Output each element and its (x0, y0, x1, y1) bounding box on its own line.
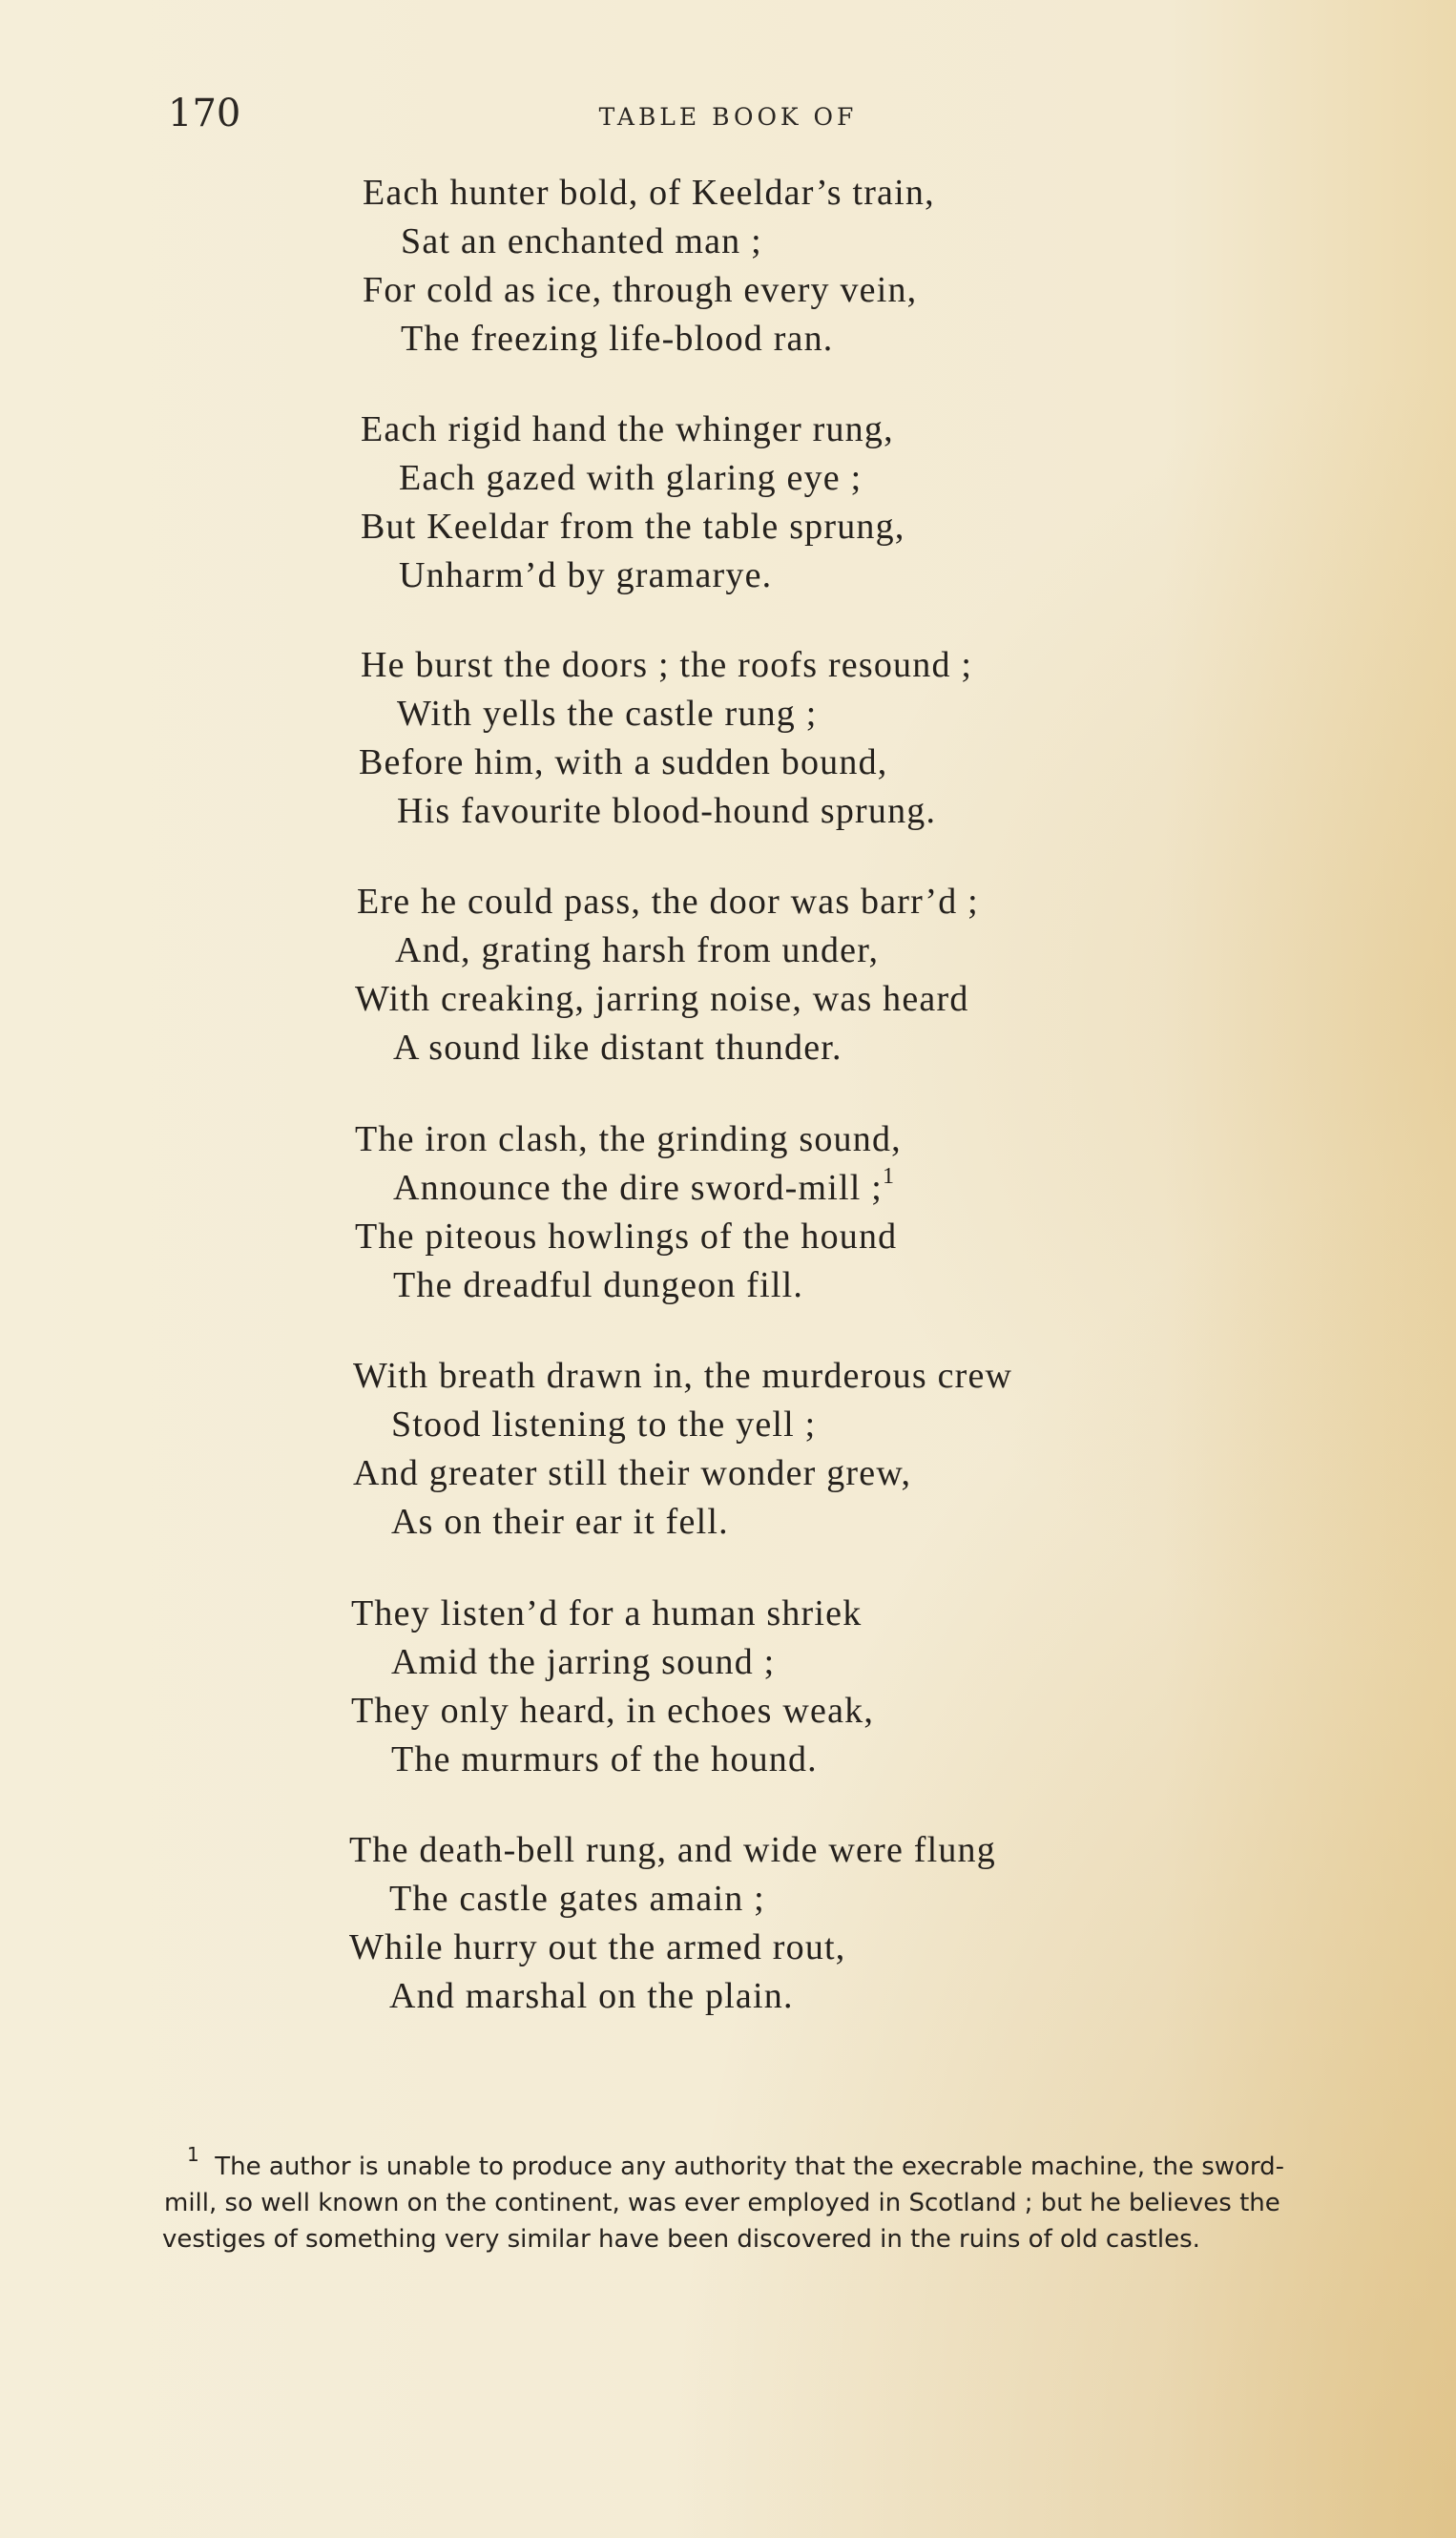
poem-line: He burst the doors ; the roofs resound ; (361, 645, 973, 685)
poem-line: Each gazed with glaring eye ; (399, 458, 863, 498)
poem-line: Each rigid hand the whinger rung, (361, 409, 894, 449)
poem-line: The murmurs of the hound. (391, 1739, 818, 1779)
poem-line: For cold as ice, through every vein, (363, 270, 918, 310)
page-number: 170 (168, 92, 241, 135)
poem-line (393, 1164, 896, 1209)
footnote-line: mill, so well known on the continent, was ever employed in Scotland ; but he believes the (164, 2189, 1280, 2217)
poem-line: And marshal on the plain. (389, 1976, 794, 2016)
poem-line: With yells the castle rung ; (397, 694, 818, 734)
poem-line: The castle gates amain ; (389, 1879, 765, 1919)
poem-line: And greater still their wonder grew, (353, 1453, 912, 1493)
footnote-reference[interactable]: 1 (883, 1164, 896, 1189)
footnote (162, 2143, 1361, 2257)
poem-line: The death-bell rung, and wide were flung (349, 1830, 996, 1870)
poem-line: With breath drawn in, the murderous crew (353, 1356, 1013, 1396)
footnote-line: vestiges of something very similar have been discovered in the ruins of old castles. (162, 2225, 1200, 2254)
poem-line: As on their ear it fell. (391, 1502, 729, 1542)
poem-line-text: Announce the dire sword-mill ; (393, 1168, 884, 1208)
poem-line: And, grating harsh from under, (395, 930, 880, 970)
poem-line: While hurry out the armed rout, (349, 1927, 846, 1967)
page-header (0, 92, 1456, 139)
poem-line: Ere he could pass, the door was barr’d ; (357, 882, 979, 922)
poem-line: The piteous howlings of the hound (355, 1217, 898, 1257)
poem-line: Each hunter bold, of Keeldar’s train, (363, 173, 935, 213)
footnote-text: The author is unable to produce any authority that the execrable machine, the sword- (215, 2153, 1285, 2181)
poem-line: A sound like distant thunder. (393, 1028, 842, 1068)
poem-line: The freezing life-blood ran. (401, 319, 834, 359)
poem-line: They listen’d for a human shriek (351, 1593, 863, 1633)
poem-line: But Keeldar from the table sprung, (361, 507, 905, 547)
poem-line: They only heard, in echoes weak, (351, 1691, 875, 1731)
footnote-line (187, 2143, 1361, 2185)
running-head: TABLE BOOK OF (598, 103, 858, 131)
footnote-marker: 1 (187, 2143, 199, 2166)
poem-line: Sat an enchanted man ; (401, 221, 762, 261)
poem-line: Before him, with a sudden bound, (359, 742, 888, 782)
poem-line: The iron clash, the grinding sound, (355, 1119, 902, 1159)
poem-line: The dreadful dungeon fill. (393, 1265, 804, 1305)
poem-line: His favourite blood-hound sprung. (397, 791, 937, 831)
poem-line: Stood listening to the yell ; (391, 1404, 817, 1445)
poem-line: With creaking, jarring noise, was heard (355, 979, 969, 1019)
poem-line: Amid the jarring sound ; (391, 1642, 776, 1682)
poem-line: Unharm’d by gramarye. (399, 555, 773, 595)
